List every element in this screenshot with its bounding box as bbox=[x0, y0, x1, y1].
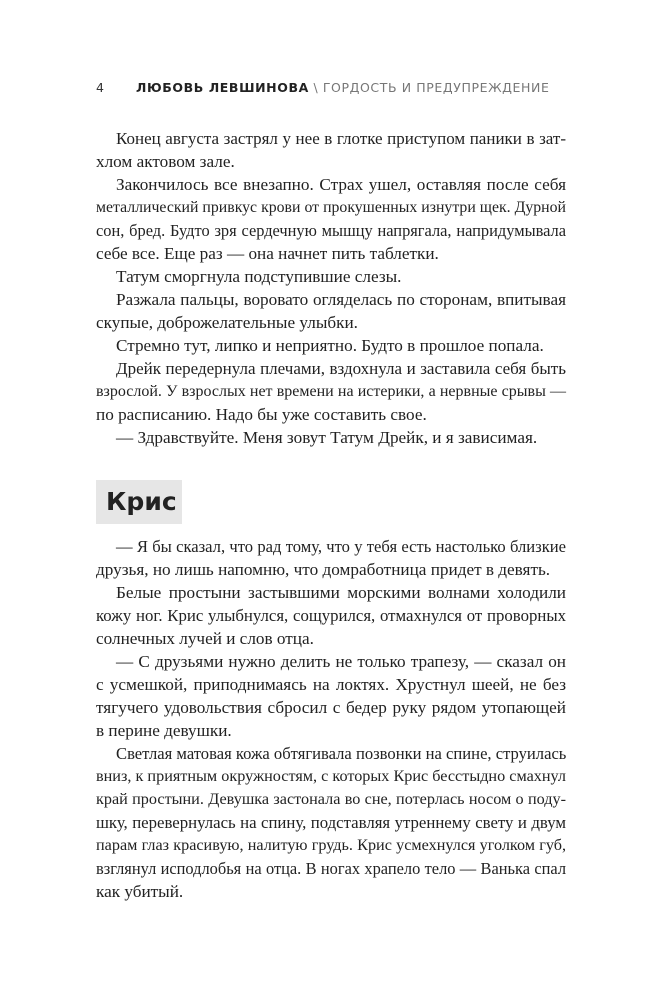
text-line: кожу ног. Крис улыбнулся, сощурился, отмахнулся от проворных bbox=[96, 606, 566, 625]
page-number: 4 bbox=[96, 80, 105, 95]
text-line: Разжала пальцы, воровато огляделась по сторонам, впитывая bbox=[116, 290, 566, 309]
text-line: Стремно тут, липко и неприятно. Будто в прошлое попала. bbox=[116, 336, 544, 355]
section-1-text bbox=[96, 127, 566, 449]
text-line: Белые простыни застывшими морскими волнами холодили bbox=[116, 583, 566, 602]
text-line: как убитый. bbox=[96, 882, 184, 901]
text-line: парам глаз красивую, налитую грудь. Крис усмехнулся уголком губ, bbox=[96, 836, 566, 854]
text-line: скупые, доброжелательные улыбки. bbox=[96, 313, 358, 332]
text-line: себе все. Еще раз — она начнет пить таблетки. bbox=[96, 244, 439, 263]
text-line: вниз, к приятным окружностям, с которых Крис бесстыдно смахнул bbox=[96, 767, 566, 785]
author-name: ЛЮБОВЬ ЛЕВШИНОВА bbox=[136, 80, 309, 95]
text-line: Дрейк передернула плечами, вздохнула и заставила себя быть bbox=[116, 359, 566, 378]
running-head bbox=[96, 80, 550, 95]
text-line: тягучего удовольствия сбросил с бедер руку рядом утопающей bbox=[96, 698, 566, 717]
text-line: Светлая матовая кожа обтягивала позвонки на спине, струилась bbox=[116, 744, 567, 763]
text-line: шку, перевернулась на спину, подставляя утреннему свету и двум bbox=[96, 813, 566, 832]
text-line: сон, бред. Будто зря сердечную мышцу напрягала, напридумывала bbox=[96, 221, 566, 240]
text-line: солнечных лучей и слов отца. bbox=[96, 629, 314, 648]
text-line: по расписанию. Надо бы уже составить свое. bbox=[96, 405, 427, 424]
text-line: Конец августа застрял у нее в глотке приступом паники в зат- bbox=[116, 129, 566, 148]
text-line: друзья, но лишь напомню, что домработница придет в девять. bbox=[96, 560, 551, 579]
text-line: — Я бы сказал, что рад тому, что у тебя есть настолько близкие bbox=[116, 537, 566, 556]
text-line: с усмешкой, приподнимаясь на локтях. Хрустнул шеей, не без bbox=[96, 675, 566, 694]
text-line: — Здравствуйте. Меня зовут Татум Дрейк, и я зависимая. bbox=[116, 428, 538, 447]
text-line: хлом актовом зале. bbox=[96, 152, 235, 171]
header-separator: \ bbox=[313, 80, 319, 95]
text-line: Закончилось все внезапно. Страх ушел, оставляя после себя bbox=[116, 175, 566, 194]
text-line: взглянул исподлобья на отца. В ногах храпело тело — Ванька спал bbox=[96, 859, 566, 878]
text-line: взрослой. У взрослых нет времени на истерики, а нервные срывы — bbox=[96, 383, 566, 400]
text-line: металлический привкус крови от прокушенных изнутри щек. Дурной bbox=[96, 199, 566, 216]
book-title: ГОРДОСТЬ И ПРЕДУПРЕЖДЕНИЕ bbox=[322, 80, 550, 95]
text-line: — С друзьями нужно делить не только трапезу, — сказал он bbox=[116, 652, 566, 671]
chapter-title: Крис bbox=[106, 487, 177, 516]
section-2-text bbox=[96, 535, 566, 903]
text-line: в перине девушки. bbox=[96, 721, 232, 740]
text-line: Татум сморгнула подступившие слезы. bbox=[116, 267, 402, 286]
text-line: край простыни. Девушка застонала во сне, потерлась носом о поду- bbox=[96, 790, 566, 808]
